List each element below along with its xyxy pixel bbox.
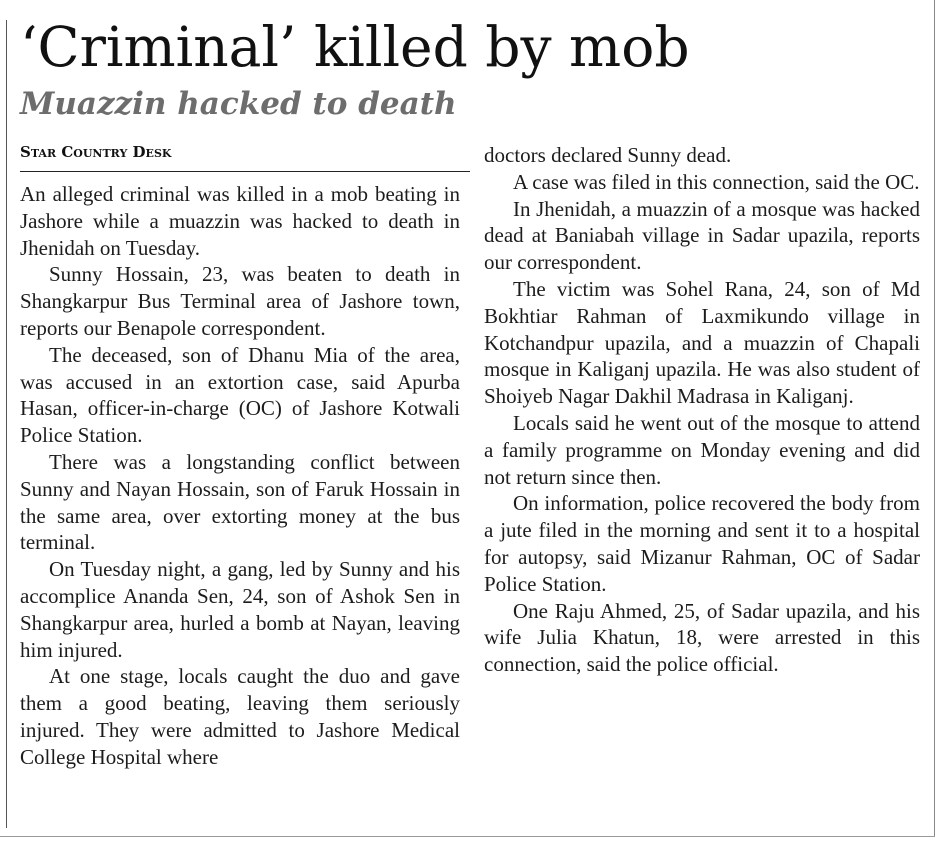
paragraph: There was a longstanding conflict between Sunny and Nayan Hossain, son of Faruk Hossain in the same area, over extorting money at the bus terminal.: [20, 449, 460, 555]
article-column-1: [20, 181, 460, 771]
byline: Star Country Desk: [20, 143, 172, 161]
article-column-2: [484, 142, 920, 678]
paragraph: On Tuesday night, a gang, led by Sunny and his accomplice Ananda Sen, 24, son of Ashok Sen in Shangkarpur area, hurled a bomb at Nayan, leaving him injured.: [20, 557, 460, 662]
headline: ‘Criminal’ killed by mob: [20, 15, 690, 79]
byline-divider: [20, 171, 470, 172]
paragraph: At one stage, locals caught the duo and gave them a good beating, leaving them seriously injured. They were admitted to Jashore Medical College Hospital where: [20, 664, 460, 769]
paragraph: In Jhenidah, a muazzin of a mosque was hacked dead at Baniabah village in Sadar upazila, reports our correspondent.: [484, 196, 920, 275]
paragraph: The victim was Sohel Rana, 24, son of Md Bokhtiar Rahman of Laxmikundo village in Kotchandpur upazila, and a muazzin of Chapali mosque in Kaliganj upazila. He was also student of Shoiyeb Nagar Dakhil Madrasa in Kaliganj.: [484, 276, 920, 409]
paragraph: Sunny Hossain, 23, was beaten to death in Shangkarpur Bus Terminal area of Jashore town, reports our Benapole correspondent.: [20, 262, 460, 340]
paragraph: A case was filed in this connection, said the OC.: [513, 169, 920, 194]
paragraph: The deceased, son of Dhanu Mia of the area, was accused in an extortion case, said Apurba Hasan, officer-in-charge (OC) of Jashore Kotwali Police Station.: [20, 342, 460, 448]
bottom-edge-rule: [0, 836, 935, 837]
paragraph: One Raju Ahmed, 25, of Sadar upazila, and his wife Julia Khatun, 18, were arrested in this connection, said the police official.: [484, 598, 920, 677]
right-edge-rule: [934, 0, 935, 836]
paragraph: Locals said he went out of the mosque to attend a family programme on Monday evening and did not return since then.: [484, 410, 920, 489]
paragraph: doctors declared Sunny dead.: [484, 143, 732, 167]
paragraph: On information, police recovered the body from a jute filed in the morning and sent it to a hospital for autopsy, said Mizanur Rahman, OC of Sadar Police Station.: [484, 491, 920, 596]
paragraph: An alleged criminal was killed in a mob beating in Jashore while a muazzin was hacked to death in Jhenidah on Tuesday.: [20, 182, 460, 260]
subheadline: Muazzin hacked to death: [20, 86, 457, 122]
left-column-rule: [6, 20, 7, 828]
